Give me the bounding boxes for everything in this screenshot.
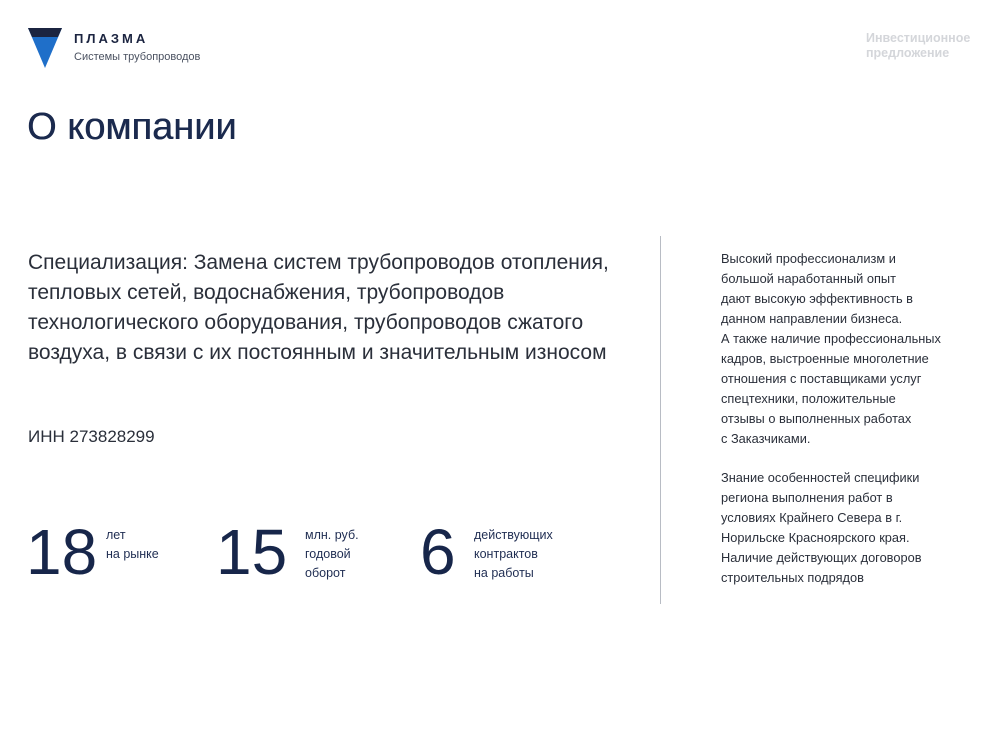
logo-tagline: Системы трубопроводов	[74, 51, 201, 63]
plasma-logo-icon	[28, 28, 62, 68]
stat-years	[26, 516, 159, 588]
page-title: О компании	[27, 106, 237, 148]
logo-text	[74, 28, 200, 68]
stat-label: лет на рынке	[106, 528, 159, 561]
stat-value: 6	[420, 516, 456, 588]
side-paragraph-experience: Высокий профессионализм и большой наработанный опыт дают высокую эффективность в данном направлении бизнеса. А также наличие профессиональных кадров, выстроенные многолетние отношения с поставщиками услуг спецтехники, положительные отзывы о выполненных работах с Заказчиками.	[721, 251, 941, 446]
side-paragraph-region: Знание особенностей специфики региона выполнения работ в условиях Крайнего Севера в г. Норильске Красноярского края. Наличие действующих договоров строительных подрядов	[721, 470, 922, 585]
stat-value: 18	[26, 516, 98, 588]
stat-label: млн. руб. годовой оборот	[305, 528, 359, 580]
inn-text: ИНН 273828299	[28, 427, 155, 446]
stat-value: 15	[216, 516, 288, 588]
specialization-text: Специализация: Замена систем трубопроводов отопления, тепловых сетей, водоснабжения, трубопроводов технологического оборудования, трубопроводов сжатого воздуха, в связи с их постоянным и значительным износом	[28, 251, 609, 364]
stat-label: действующих контрактов на работы	[474, 528, 553, 580]
vertical-divider	[660, 236, 661, 604]
company-logo	[28, 28, 200, 68]
corner-note: Инвестиционное предложение	[866, 31, 971, 60]
logo-name: ПЛАЗМА	[74, 31, 149, 46]
stat-contracts	[420, 516, 553, 588]
stat-turnover	[216, 516, 359, 588]
